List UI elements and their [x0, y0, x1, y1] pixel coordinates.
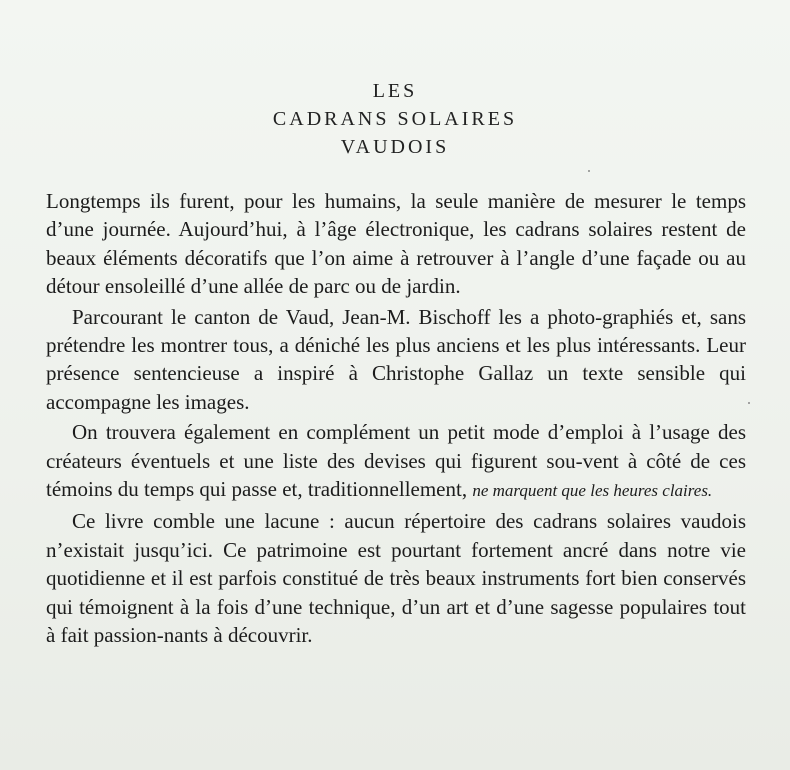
paragraph-3-italic: ne marquent que les heures claires.: [472, 481, 713, 501]
paper-speck: [748, 402, 750, 404]
title-line-1: LES: [372, 80, 418, 102]
title-line-2: CADRANS SOLAIRES: [272, 108, 518, 130]
title-line-3: VAUDOIS: [340, 136, 450, 158]
paper-speck: [588, 170, 590, 172]
paragraph-3: [46, 418, 746, 505]
paragraph-1: Longtemps ils furent, pour les humains, la seule manière de mesurer le temps d’une journée. Aujourd’hui, à l’âge électronique, les cadrans solaires restent de beaux éléments décoratifs que l’on aime à retrouver à l’angle d’une façade ou au détour ensoleillé d’une allée de parc ou de jardin.: [46, 189, 746, 299]
paragraph-4: Ce livre comble une lacune : aucun répertoire des cadrans solaires vaudois n’existait jusqu’ici. Ce patrimoine est pourtant fortement ancré dans notre vie quotidienne et il est parfois constitué de très beaux instruments fort bien conservés qui témoignent à la fois d’une technique, d’un art et d’une sagesse populaires tout à fait passion-nants à découvrir.: [46, 509, 746, 648]
description-text: [46, 187, 746, 652]
paragraph-3-text: On trouvera également en complément un petit mode d’emploi à l’usage des créateurs éventuels et une liste des devises qui figurent sou-vent à côté de ces témoins du temps qui passe et, traditionnellement,: [46, 420, 746, 502]
paragraph-2: Parcourant le canton de Vaud, Jean-M. Bischoff les a photo-graphiés et, sans prétendre les montrer tous, a déniché les plus anciens et les plus intéressants. Leur présence sentencieuse a inspiré à Christophe Gallaz un texte sensible qui accompagne les images.: [46, 304, 746, 414]
